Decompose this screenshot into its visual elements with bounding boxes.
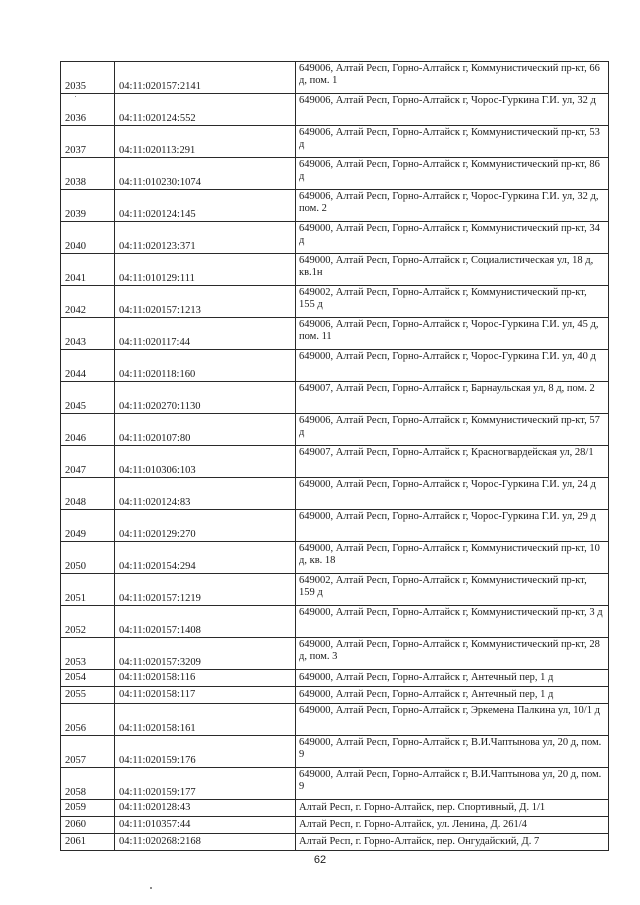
cadastral-number-cell: 04:11:020157:2141 bbox=[115, 62, 296, 94]
row-number-cell: 2035 bbox=[61, 62, 115, 94]
cadastral-number-cell: 04:11:020124:145 bbox=[115, 190, 296, 222]
table-row bbox=[61, 704, 609, 736]
address-cell: 649006, Алтай Респ, Горно-Алтайск г, Коммунистический пр-кт, 53 д bbox=[296, 126, 609, 158]
cadastral-number-cell: 04:11:010230:1074 bbox=[115, 158, 296, 190]
cadastral-number-cell: 04:11:020159:176 bbox=[115, 736, 296, 768]
table-row bbox=[61, 158, 609, 190]
cadastral-number-cell: 04:11:020128:43 bbox=[115, 800, 296, 817]
table-row bbox=[61, 190, 609, 222]
table-row bbox=[61, 94, 609, 126]
table-row bbox=[61, 478, 609, 510]
table-row bbox=[61, 286, 609, 318]
table-row bbox=[61, 817, 609, 834]
address-cell: 649007, Алтай Респ, Горно-Алтайск г, Барнаульская ул, 8 д, пом. 2 bbox=[296, 382, 609, 414]
table-row bbox=[61, 318, 609, 350]
cadastral-number-cell: 04:11:020124:83 bbox=[115, 478, 296, 510]
row-number-cell: 2036 bbox=[61, 94, 115, 126]
address-cell: 649002, Алтай Респ, Горно-Алтайск г, Коммунистический пр-кт, 155 д bbox=[296, 286, 609, 318]
cadastral-number-cell: 04:11:020157:1213 bbox=[115, 286, 296, 318]
address-cell: 649006, Алтай Респ, Горно-Алтайск г, Коммунистический пр-кт, 57 д bbox=[296, 414, 609, 446]
table-row bbox=[61, 510, 609, 542]
address-cell: 649007, Алтай Респ, Горно-Алтайск г, Красногвардейская ул, 28/1 bbox=[296, 446, 609, 478]
cadastral-number-cell: 04:11:020117:44 bbox=[115, 318, 296, 350]
row-number-cell: 2060 bbox=[61, 817, 115, 834]
row-number-cell: 2052 bbox=[61, 606, 115, 638]
row-number-cell: 2037 bbox=[61, 126, 115, 158]
address-cell: Алтай Респ, г. Горно-Алтайск, пер. Спортивный, Д. 1/1 bbox=[296, 800, 609, 817]
row-number-cell: 2048 bbox=[61, 478, 115, 510]
table-row bbox=[61, 62, 609, 94]
address-cell: 649006, Алтай Респ, Горно-Алтайск г, Коммунистический пр-кт, 86 д bbox=[296, 158, 609, 190]
address-cell: 649000, Алтай Респ, Горно-Алтайск г, Чорос-Гуркина Г.И. ул, 40 д bbox=[296, 350, 609, 382]
row-number-cell: 2046 bbox=[61, 414, 115, 446]
row-number-cell: 2049 bbox=[61, 510, 115, 542]
table-row bbox=[61, 414, 609, 446]
address-cell: 649006, Алтай Респ, Горно-Алтайск г, Чорос-Гуркина Г.И. ул, 32 д bbox=[296, 94, 609, 126]
address-cell: 649000, Алтай Респ, Горно-Алтайск г, Чорос-Гуркина Г.И. ул, 29 д bbox=[296, 510, 609, 542]
registry-table-body bbox=[61, 62, 609, 851]
row-number-cell: 2055 bbox=[61, 687, 115, 704]
row-number-cell: 2059 bbox=[61, 800, 115, 817]
table-row bbox=[61, 446, 609, 478]
table-row bbox=[61, 606, 609, 638]
row-number-cell: 2044 bbox=[61, 350, 115, 382]
address-cell: 649006, Алтай Респ, Горно-Алтайск г, Коммунистический пр-кт, 66 д, пом. 1 bbox=[296, 62, 609, 94]
address-cell: 649000, Алтай Респ, Горно-Алтайск г, Коммунистический пр-кт, 28 д, пом. 3 bbox=[296, 638, 609, 670]
address-cell: 649000, Алтай Респ, Горно-Алтайск г, Социалистическая ул, 18 д, кв.1н bbox=[296, 254, 609, 286]
cadastral-number-cell: 04:11:020157:1408 bbox=[115, 606, 296, 638]
row-number-cell: 2041 bbox=[61, 254, 115, 286]
cadastral-number-cell: 04:11:020270:1130 bbox=[115, 382, 296, 414]
row-number-cell: 2050 bbox=[61, 542, 115, 574]
table-row bbox=[61, 350, 609, 382]
row-number-cell: 2038 bbox=[61, 158, 115, 190]
row-number-cell: 2058 bbox=[61, 768, 115, 800]
row-number-cell: 2047 bbox=[61, 446, 115, 478]
table-row bbox=[61, 126, 609, 158]
cadastral-number-cell: 04:11:020157:3209 bbox=[115, 638, 296, 670]
cadastral-number-cell: 04:11:020158:117 bbox=[115, 687, 296, 704]
cadastral-number-cell: 04:11:020268:2168 bbox=[115, 834, 296, 851]
cadastral-number-cell: 04:11:020124:552 bbox=[115, 94, 296, 126]
cadastral-number-cell: 04:11:020123:371 bbox=[115, 222, 296, 254]
address-cell: 649000, Алтай Респ, Горно-Алтайск г, Антечный пер, 1 д bbox=[296, 687, 609, 704]
cadastral-number-cell: 04:11:020154:294 bbox=[115, 542, 296, 574]
table-row bbox=[61, 574, 609, 606]
table-row bbox=[61, 670, 609, 687]
row-number-cell: 2054 bbox=[61, 670, 115, 687]
table-row bbox=[61, 382, 609, 414]
address-cell: 649000, Алтай Респ, Горно-Алтайск г, Коммунистический пр-кт, 3 д bbox=[296, 606, 609, 638]
scan-speck bbox=[150, 887, 152, 889]
page-number: 62 bbox=[313, 854, 327, 866]
table-row bbox=[61, 768, 609, 800]
address-cell: 649006, Алтай Респ, Горно-Алтайск г, Чорос-Гуркина Г.И. ул, 32 д, пом. 2 bbox=[296, 190, 609, 222]
cadastral-number-cell: 04:11:010306:103 bbox=[115, 446, 296, 478]
table-row bbox=[61, 736, 609, 768]
row-number-cell: 2043 bbox=[61, 318, 115, 350]
table-row bbox=[61, 687, 609, 704]
table-row bbox=[61, 222, 609, 254]
row-number-cell: 2040 bbox=[61, 222, 115, 254]
registry-table bbox=[60, 61, 609, 851]
scan-speck bbox=[75, 96, 76, 97]
cadastral-number-cell: 04:11:010357:44 bbox=[115, 817, 296, 834]
cadastral-number-cell: 04:11:020107:80 bbox=[115, 414, 296, 446]
address-cell: 649002, Алтай Респ, Горно-Алтайск г, Коммунистический пр-кт, 159 д bbox=[296, 574, 609, 606]
address-cell: 649000, Алтай Респ, Горно-Алтайск г, В.И.Чаптынова ул, 20 д, пом. 9 bbox=[296, 768, 609, 800]
table-row bbox=[61, 800, 609, 817]
address-cell: Алтай Респ, г. Горно-Алтайск, пер. Онгудайский, Д. 7 bbox=[296, 834, 609, 851]
address-cell: 649006, Алтай Респ, Горно-Алтайск г, Чорос-Гуркина Г.И. ул, 45 д, пом. 11 bbox=[296, 318, 609, 350]
address-cell: 649000, Алтай Респ, Горно-Алтайск г, Коммунистический пр-кт, 34 д bbox=[296, 222, 609, 254]
row-number-cell: 2051 bbox=[61, 574, 115, 606]
row-number-cell: 2056 bbox=[61, 704, 115, 736]
cadastral-number-cell: 04:11:020158:116 bbox=[115, 670, 296, 687]
address-cell: 649000, Алтай Респ, Горно-Алтайск г, Чорос-Гуркина Г.И. ул, 24 д bbox=[296, 478, 609, 510]
address-cell: 649000, Алтай Респ, Горно-Алтайск г, В.И.Чаптынова ул, 20 д, пом. 9 bbox=[296, 736, 609, 768]
address-cell: Алтай Респ, г. Горно-Алтайск, ул. Ленина, Д. 261/4 bbox=[296, 817, 609, 834]
cadastral-number-cell: 04:11:020159:177 bbox=[115, 768, 296, 800]
row-number-cell: 2053 bbox=[61, 638, 115, 670]
cadastral-number-cell: 04:11:020157:1219 bbox=[115, 574, 296, 606]
table-row bbox=[61, 542, 609, 574]
address-cell: 649000, Алтай Респ, Горно-Алтайск г, Эркемена Палкина ул, 10/1 д bbox=[296, 704, 609, 736]
row-number-cell: 2057 bbox=[61, 736, 115, 768]
table-row bbox=[61, 834, 609, 851]
row-number-cell: 2042 bbox=[61, 286, 115, 318]
cadastral-number-cell: 04:11:020158:161 bbox=[115, 704, 296, 736]
address-cell: 649000, Алтай Респ, Горно-Алтайск г, Коммунистический пр-кт, 10 д, кв. 18 bbox=[296, 542, 609, 574]
cadastral-number-cell: 04:11:020118:160 bbox=[115, 350, 296, 382]
cadastral-number-cell: 04:11:010129:111 bbox=[115, 254, 296, 286]
cadastral-number-cell: 04:11:020129:270 bbox=[115, 510, 296, 542]
address-cell: 649000, Алтай Респ, Горно-Алтайск г, Антечный пер, 1 д bbox=[296, 670, 609, 687]
table-row bbox=[61, 638, 609, 670]
row-number-cell: 2039 bbox=[61, 190, 115, 222]
row-number-cell: 2045 bbox=[61, 382, 115, 414]
cadastral-number-cell: 04:11:020113:291 bbox=[115, 126, 296, 158]
row-number-cell: 2061 bbox=[61, 834, 115, 851]
table-row bbox=[61, 254, 609, 286]
